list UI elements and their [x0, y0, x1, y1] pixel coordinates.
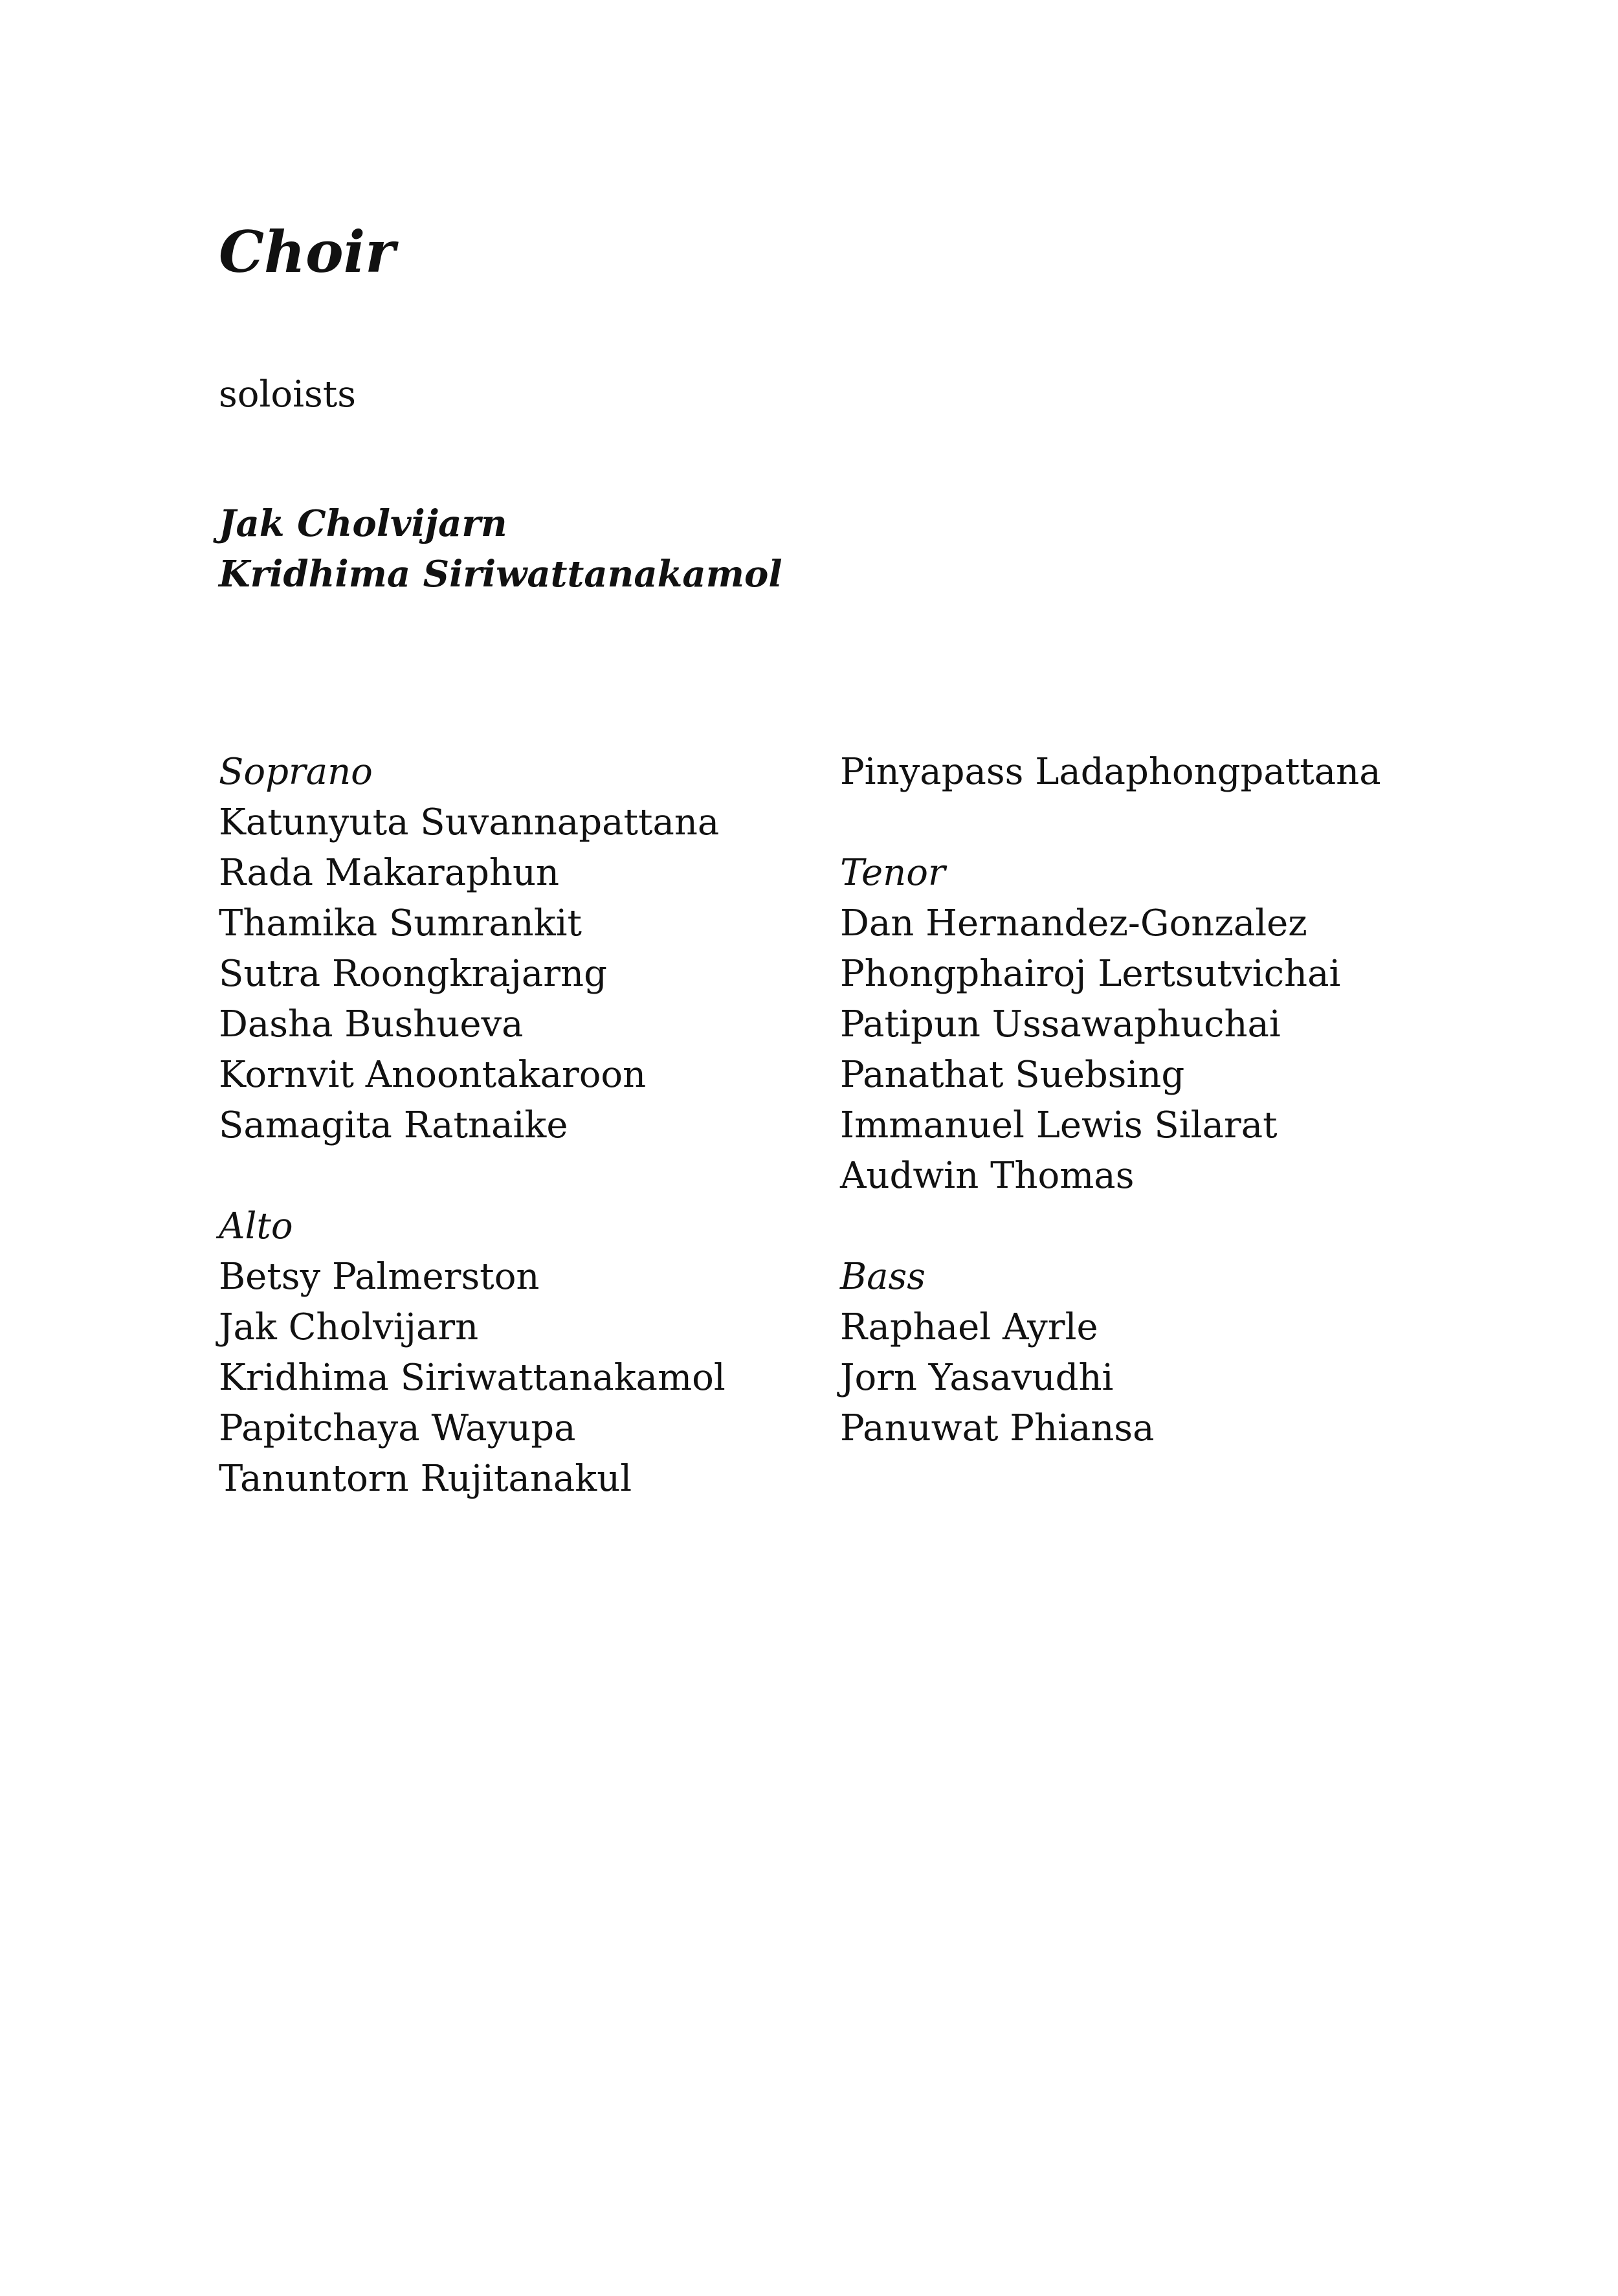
section-heading-alto: Alto: [219, 1205, 293, 1247]
alto-members-continued: [840, 747, 1448, 797]
member-name: Jak Cholvijarn: [219, 1306, 479, 1348]
section-heading-bass: Bass: [840, 1256, 926, 1298]
member-name: Panathat Suebsing: [840, 1054, 1185, 1096]
member-name: Sutra Roongkrajarng: [219, 953, 607, 995]
section-alto: [219, 1201, 827, 1504]
tenor-members: [840, 898, 1448, 1201]
member-name: Kridhima Siriwattanakamol: [219, 1357, 726, 1399]
member-name: Dasha Bushueva: [219, 1003, 524, 1045]
member-name: Raphael Ayrle: [840, 1306, 1098, 1348]
member-name: Rada Makaraphun: [219, 852, 560, 894]
section-soprano: [219, 747, 827, 1151]
member-name: Samagita Ratnaike: [219, 1104, 568, 1146]
section-bass: [840, 1252, 1448, 1454]
member-name: Betsy Palmerston: [219, 1256, 540, 1298]
bass-members: [840, 1302, 1448, 1454]
member-name: Thamika Sumrankit: [219, 902, 582, 944]
left-column: [219, 747, 827, 1555]
member-name: Patipun Ussawaphuchai: [840, 1003, 1281, 1045]
right-column: [840, 747, 1448, 1504]
section-heading-soprano: Soprano: [219, 751, 373, 793]
alto-members: [219, 1252, 827, 1504]
section-heading-tenor: Tenor: [840, 852, 946, 894]
member-name: Immanuel Lewis Silarat: [840, 1104, 1278, 1146]
member-name: Jorn Yasavudhi: [840, 1357, 1114, 1399]
soloists-list: [219, 498, 782, 599]
soloist-name: Jak Cholvijarn: [219, 502, 507, 545]
member-name: Panuwat Phiansa: [840, 1407, 1155, 1449]
soloists-heading: soloists: [219, 373, 356, 416]
page-title: Choir: [219, 218, 395, 285]
member-name: Dan Hernandez-Gonzalez: [840, 902, 1307, 944]
member-name: Papitchaya Wayupa: [219, 1407, 576, 1449]
section-tenor: [840, 848, 1448, 1201]
member-name: Tanuntorn Rujitanakul: [219, 1458, 632, 1500]
section-alto-continued: [840, 747, 1448, 797]
member-name: Phongphairoj Lertsutvichai: [840, 953, 1341, 995]
member-name: Katunyuta Suvannapattana: [219, 801, 720, 843]
soloist-name: Kridhima Siriwattanakamol: [219, 553, 782, 596]
member-name: Kornvit Anoontakaroon: [219, 1054, 647, 1096]
member-name: Pinyapass Ladaphongpattana: [840, 751, 1381, 793]
member-name: Audwin Thomas: [840, 1155, 1135, 1197]
soprano-members: [219, 797, 827, 1151]
